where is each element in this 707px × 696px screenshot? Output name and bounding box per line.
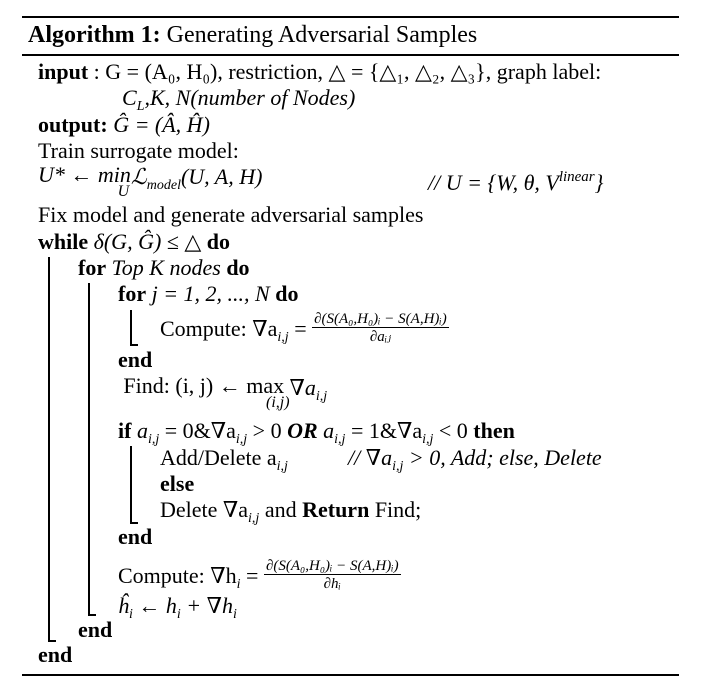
end-for-j — [118, 348, 152, 372]
if-b: a — [317, 418, 335, 443]
end-for-top — [78, 618, 112, 642]
header-rule — [22, 54, 679, 56]
add-delete-comment-sub: i,j — [392, 459, 404, 474]
compute-grad-sub: i,j — [277, 330, 289, 346]
ustar-args: (U, A, H) — [180, 164, 263, 189]
for-top-keyword: for — [78, 255, 107, 280]
ustar-min — [38, 162, 131, 200]
ustar-comment-end: } — [594, 170, 604, 195]
update-h-mid: ← h — [132, 593, 177, 618]
input-line — [38, 60, 601, 84]
for-j-block-tick — [130, 344, 138, 346]
for-top-do: do — [226, 255, 250, 280]
output-value: Ĝ = (Â, Ĥ) — [113, 112, 210, 137]
input-rest: ,K, N(number of Nodes) — [144, 85, 356, 110]
while-condition: δ(G, Ĝ) ≤ △ — [93, 229, 202, 254]
compute-grad-label: Compute: ∇a — [160, 316, 278, 342]
update-h-end-sub: i — [233, 607, 237, 622]
for-top-block-bar — [88, 283, 90, 616]
output-line — [38, 113, 210, 137]
find-max — [118, 373, 290, 411]
find-under: (i,j) — [266, 394, 290, 411]
update-h: ĥ — [118, 593, 129, 618]
if-b-mid: = 1&∇a — [345, 418, 423, 443]
ustar-loss: ℒ — [130, 164, 147, 189]
delete-sub: i,j — [248, 511, 260, 526]
compute-h-fraction — [264, 558, 401, 592]
if-block-tick — [130, 522, 138, 524]
for-top-line — [78, 256, 250, 280]
end-for-top-keyword: end — [78, 617, 113, 642]
ustar-comment — [428, 165, 603, 195]
output-keyword: output: — [38, 112, 108, 137]
fix-text: Fix model and generate adversarial samples — [38, 202, 424, 227]
compute-h-sub: i — [236, 577, 241, 593]
while-keyword: while — [38, 229, 89, 254]
if-b-sub: i,j — [334, 432, 346, 447]
bottom-rule — [22, 674, 679, 676]
if-a-sub: i,j — [147, 432, 160, 447]
algorithm-header — [28, 22, 477, 48]
add-delete-comment-text: // ∇a — [348, 445, 393, 470]
top-rule — [22, 16, 679, 18]
find-sub: i,j — [315, 389, 328, 404]
ustar-under: U — [117, 183, 130, 200]
end-if-keyword: end — [118, 524, 153, 549]
add-delete-comment-rest: > 0, Add; else, Delete — [403, 445, 602, 470]
find-rest: ∇a — [289, 375, 316, 400]
compute-grad-numerator: ∂(S(A₀,H₀)ᵢ − S(A,H)ᵢ) — [314, 311, 447, 327]
delete-return-line — [160, 498, 421, 531]
input-value: : G = (A₀, H₀), restriction, △ = {△₁, △₂, △₃}, graph label: — [93, 59, 602, 84]
find-label: Find: (i, j) ← max — [123, 373, 285, 398]
for-j-condition: j = 1, 2, ..., N — [151, 281, 270, 306]
equals-sign: = — [294, 316, 307, 342]
compute-h-denominator: ∂hᵢ — [264, 574, 401, 592]
while-line — [38, 230, 230, 254]
compute-h-label: Compute: ∇h — [118, 563, 237, 589]
for-j-do: do — [275, 281, 299, 306]
add-delete-sub: i,j — [276, 459, 288, 474]
input-cl-sub: L — [136, 99, 145, 114]
update-h-sub: i — [129, 607, 133, 622]
delete-suffix: Find; — [369, 497, 422, 522]
update-h-end: + ∇h — [180, 593, 233, 618]
compute-grad-line — [160, 311, 449, 350]
fix-line — [38, 203, 423, 227]
update-h-line — [118, 594, 237, 627]
while-block-tick — [48, 640, 56, 642]
if-mid: = 0&∇a — [159, 418, 236, 443]
train-text: Train surrogate model: — [38, 138, 239, 163]
end-if — [118, 525, 152, 549]
for-j-line — [118, 282, 298, 306]
if-b-mid-sub: i,j — [422, 432, 434, 447]
ustar-lhs: U* ← min — [38, 162, 131, 187]
delete-mid: and — [259, 497, 303, 522]
else-keyword: else — [160, 471, 195, 496]
for-top-block-tick — [88, 614, 96, 616]
compute-h-numerator: ∂(S(A₀,H₀)ᵢ − S(A,H)ᵢ) — [265, 558, 399, 574]
if-end: < 0 — [433, 418, 474, 443]
compute-h-line — [118, 558, 401, 597]
while-do: do — [206, 229, 231, 254]
compute-grad-denominator: ∂aᵢⱼ — [312, 327, 449, 345]
for-j-block-bar — [130, 310, 132, 346]
ustar-line — [38, 162, 263, 200]
if-keyword: if — [118, 418, 132, 443]
end-while-keyword: end — [38, 642, 73, 667]
add-delete-text: Add/Delete a — [160, 445, 277, 470]
ustar-comment-sup: linear — [558, 169, 595, 185]
ustar-model-sub: model — [146, 178, 181, 193]
else-line — [160, 472, 194, 496]
if-gt: > 0 — [247, 418, 288, 443]
input-cl: C — [122, 85, 137, 110]
train-line — [38, 139, 239, 163]
if-block-bar — [130, 446, 132, 524]
return-keyword: Return — [302, 497, 370, 522]
or-keyword: OR — [287, 418, 318, 443]
for-top-condition: Top K nodes — [111, 255, 221, 280]
while-block-bar — [48, 257, 50, 642]
for-j-keyword: for — [118, 281, 147, 306]
if-mid-sub: i,j — [235, 432, 248, 447]
input-keyword: input — [38, 59, 89, 84]
update-h-mid-sub: i — [176, 607, 181, 622]
then-keyword: then — [473, 418, 515, 443]
end-while — [38, 643, 72, 667]
add-delete-comment — [348, 446, 602, 479]
algorithm-label: Algorithm 1: — [28, 22, 161, 48]
algorithm-title: Generating Adversarial Samples — [166, 22, 478, 48]
equals-sign-h: = — [246, 563, 259, 589]
delete-prefix: Delete ∇a — [160, 497, 249, 522]
ustar-comment-text: // U = {W, θ, V — [428, 170, 559, 195]
end-for-j-keyword: end — [118, 347, 153, 372]
compute-grad-fraction — [312, 311, 449, 345]
find-line — [118, 373, 328, 411]
if-a: a — [136, 418, 148, 443]
